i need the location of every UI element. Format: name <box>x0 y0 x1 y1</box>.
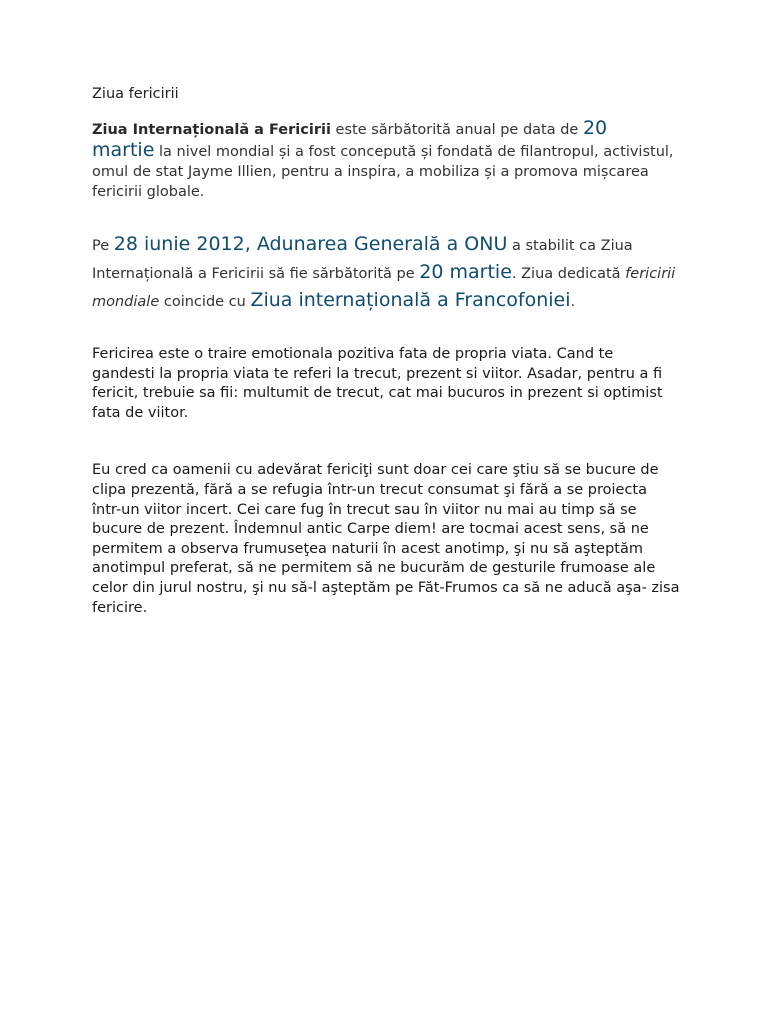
bold-term: Ziua Internațională a Fericirii <box>92 122 331 138</box>
onu-end: . <box>570 294 576 310</box>
paragraph-opinion: Eu cred ca oamenii cu adevărat fericiţi sunt doar cei care ştiu să se bucure de clipa prezentă, fără a se refugia într-un trecut consumat şi fără a se proiecta într-un viitor incert. Cei care fug în trecut sau în viitor nu mai au timp să se bucure de prezent. Îndemnul antic Carpe diem! are tocmai acest sens, să ne permitem a observa frumuseţea naturii în acest anotimp, şi nu să aşteptăm anotimpul preferat, să ne permitem să ne bucurăm de gesturile frumoase ale celor din jurul nostru, şi nu să-l aşteptăm pe Făt-Frumos ca să ne aducă aşa- zisa fericire. <box>92 462 680 616</box>
date-20: 20 <box>582 117 608 139</box>
paragraph-onu <box>92 231 680 315</box>
paragraph-definition: Fericirea este o traire emotionala pozitiva fata de propria viata. Cand te gandesti la propria viata te referi la trecut, prezent si viitor. Asadar, pentru a fi fericit, trebuie sa fii: multumit de trecut, cat mai bucuros in prezent si optimist fata de viitor. <box>92 346 663 421</box>
date-28-iunie: 28 iunie 2012 <box>113 233 245 255</box>
document-page <box>92 84 680 618</box>
onu-text-3: coincide cu <box>159 294 251 310</box>
intro-text-1: este sărbătorită anual pe data de <box>330 122 583 138</box>
onu-name: Adunarea Generală a ONU <box>256 233 508 255</box>
date-martie: martie <box>92 139 155 161</box>
onu-pe: Pe <box>92 238 114 254</box>
intro-text-2: la nivel mondial și a fost concepută și fondată de filantropul, activistul, omul de stat Jayme Illien, pentru a inspira, a mobiliza și a promova mișcarea fericirii globale. <box>92 144 674 200</box>
date-20-martie: 20 martie <box>419 261 512 283</box>
document-title: Ziua fericirii <box>92 86 179 102</box>
paragraph-intro <box>92 118 680 202</box>
italic-phrase: fericirii mondiale <box>92 266 676 310</box>
onu-text-2: . Ziua dedicată <box>511 266 626 282</box>
onu-comma: , <box>244 233 257 255</box>
onu-text-1: a stabilit ca Ziua Internațională a Fericirii să fie sărbătorită pe <box>92 238 633 282</box>
francofonie-day: Ziua internațională a Francofoniei <box>250 289 571 311</box>
